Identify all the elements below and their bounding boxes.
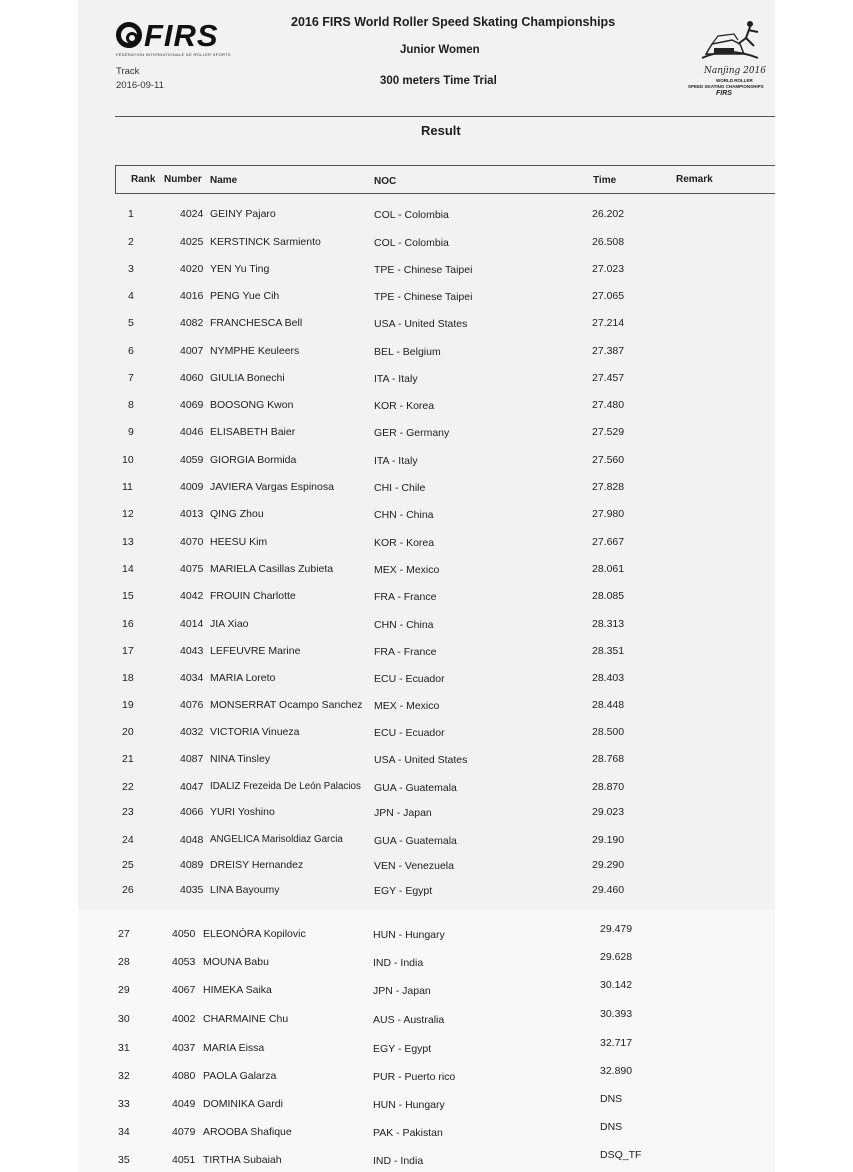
time-cell: 28.403 <box>592 672 625 684</box>
name-cell: NINA Tinsley <box>210 753 271 765</box>
noc-cell: ITA - Italy <box>374 455 418 467</box>
name-cell: NYMPHE Keuleers <box>210 345 300 357</box>
header-divider <box>115 116 775 117</box>
rank-cell: 25 <box>122 859 134 871</box>
number-cell: 4042 <box>180 590 204 602</box>
number-cell: 4020 <box>180 263 204 275</box>
noc-cell: EGY - Egypt <box>373 1043 432 1055</box>
noc-cell: USA - United States <box>374 754 468 766</box>
noc-cell: PAK - Pakistan <box>373 1127 443 1139</box>
rank-cell: 12 <box>122 508 134 520</box>
table-header-bottom-rule <box>115 193 775 194</box>
rank-cell: 13 <box>122 536 134 548</box>
time-cell: 28.500 <box>592 726 625 738</box>
category-title: Junior Women <box>400 44 480 56</box>
noc-cell: BEL - Belgium <box>374 346 441 358</box>
number-cell: 4013 <box>180 508 204 520</box>
rank-cell: 21 <box>122 753 134 765</box>
noc-cell: TPE - Chinese Taipei <box>374 264 473 276</box>
noc-cell: EGY - Egypt <box>374 885 433 897</box>
time-cell: 32.717 <box>600 1037 633 1049</box>
time-cell: 28.085 <box>592 590 625 602</box>
name-cell: YURI Yoshino <box>210 806 275 818</box>
rank-cell: 30 <box>118 1013 130 1025</box>
time-cell: 27.667 <box>592 536 625 548</box>
table-header-left-rule <box>115 165 116 194</box>
time-cell: 28.448 <box>592 699 625 711</box>
name-cell: LEFEUVRE Marine <box>210 645 301 657</box>
number-cell: 4047 <box>180 781 204 793</box>
number-cell: 4007 <box>180 345 204 357</box>
rank-cell: 10 <box>122 454 134 466</box>
rank-cell: 15 <box>122 590 134 602</box>
time-cell: 28.061 <box>592 563 625 575</box>
rank-cell: 32 <box>118 1070 130 1082</box>
time-cell: 26.508 <box>592 236 625 248</box>
rank-cell: 7 <box>128 372 134 384</box>
time-cell: 27.828 <box>592 481 625 493</box>
rank-cell: 1 <box>128 208 134 220</box>
name-cell: FROUIN Charlotte <box>210 590 296 602</box>
rank-cell: 24 <box>122 834 134 846</box>
noc-cell: VEN - Venezuela <box>374 860 454 872</box>
rank-cell: 4 <box>128 290 134 302</box>
rank-cell: 22 <box>122 781 134 793</box>
rank-cell: 26 <box>122 884 134 896</box>
noc-cell: ECU - Ecuador <box>374 727 445 739</box>
name-cell: DREISY Hernandez <box>210 859 304 871</box>
number-cell: 4069 <box>180 399 204 411</box>
time-cell: DSQ_TF <box>600 1149 642 1161</box>
number-cell: 4037 <box>172 1042 196 1054</box>
time-cell: 30.393 <box>600 1008 633 1020</box>
rank-cell: 29 <box>118 984 130 996</box>
name-cell: PENG Yue Cih <box>210 290 280 302</box>
time-cell: 28.351 <box>592 645 625 657</box>
name-cell: BOOSONG Kwon <box>210 399 294 411</box>
number-cell: 4051 <box>172 1154 196 1166</box>
column-header-name: Name <box>210 175 238 186</box>
number-cell: 4035 <box>180 884 204 896</box>
noc-cell: KOR - Korea <box>374 400 435 412</box>
firs-logo-subtitle: FÉDÉRATION INTERNATIONALE DE ROLLER SPORTS <box>116 52 231 57</box>
name-cell: MARIA Loreto <box>210 672 276 684</box>
rank-cell: 14 <box>122 563 134 575</box>
name-cell: PAOLA Galarza <box>203 1070 277 1082</box>
number-cell: 4016 <box>180 290 204 302</box>
time-cell: DNS <box>600 1093 623 1105</box>
time-cell: DNS <box>600 1121 623 1133</box>
firs-logo <box>116 18 266 58</box>
number-cell: 4048 <box>180 834 204 846</box>
number-cell: 4080 <box>172 1070 196 1082</box>
number-cell: 4009 <box>180 481 204 493</box>
name-cell: GIORGIA Bormida <box>210 454 297 466</box>
name-cell: VICTORIA Vinueza <box>210 726 300 738</box>
number-cell: 4075 <box>180 563 204 575</box>
noc-cell: HUN - Hungary <box>373 929 445 941</box>
name-cell: JIA Xiao <box>210 618 249 630</box>
name-cell: LINA Bayoumy <box>210 884 280 896</box>
time-cell: 29.290 <box>592 859 625 871</box>
noc-cell: MEX - Mexico <box>374 564 440 576</box>
rank-cell: 23 <box>122 806 134 818</box>
name-cell: MOUNA Babu <box>203 956 269 968</box>
name-cell: IDALIZ Frezeida De León Palacios <box>210 781 361 792</box>
noc-cell: JPN - Japan <box>374 807 432 819</box>
number-cell: 4043 <box>180 645 204 657</box>
time-cell: 32.890 <box>600 1065 633 1077</box>
time-cell: 27.387 <box>592 345 625 357</box>
time-cell: 28.313 <box>592 618 625 630</box>
number-cell: 4060 <box>180 372 204 384</box>
number-cell: 4014 <box>180 618 204 630</box>
rank-cell: 20 <box>122 726 134 738</box>
time-cell: 29.190 <box>592 834 625 846</box>
time-cell: 27.457 <box>592 372 625 384</box>
name-cell: QING Zhou <box>210 508 264 520</box>
rank-cell: 27 <box>118 928 130 940</box>
name-cell: KERSTINCK Sarmiento <box>210 236 321 248</box>
column-header-number: Number <box>164 174 202 185</box>
table-header-top-rule <box>115 165 775 166</box>
name-cell: YEN Yu Ting <box>210 263 270 275</box>
number-cell: 4087 <box>180 753 204 765</box>
rank-cell: 16 <box>122 618 134 630</box>
name-cell: GEINY Pajaro <box>210 208 276 220</box>
noc-cell: MEX - Mexico <box>374 700 440 712</box>
rank-cell: 34 <box>118 1126 130 1138</box>
number-cell: 4025 <box>180 236 204 248</box>
time-cell: 29.460 <box>592 884 625 896</box>
event-title: 300 meters Time Trial <box>380 75 497 87</box>
number-cell: 4070 <box>180 536 204 548</box>
noc-cell: GUA - Guatemala <box>374 782 457 794</box>
firs-ring-icon <box>116 22 142 48</box>
noc-cell: GUA - Guatemala <box>374 835 457 847</box>
number-cell: 4002 <box>172 1013 196 1025</box>
noc-cell: COL - Colombia <box>374 237 449 249</box>
noc-cell: FRA - France <box>374 591 437 603</box>
time-cell: 28.768 <box>592 753 625 765</box>
time-cell: 26.202 <box>592 208 625 220</box>
rank-cell: 19 <box>122 699 134 711</box>
event-logo-line1: WORLD ROLLER <box>716 78 753 83</box>
noc-cell: JPN - Japan <box>373 985 431 997</box>
time-cell: 29.023 <box>592 806 625 818</box>
nanjing-script: Nanjing 2016 <box>704 66 767 76</box>
number-cell: 4046 <box>180 426 204 438</box>
rank-cell: 9 <box>128 426 134 438</box>
event-logo-line3: FIRS <box>716 90 732 97</box>
firs-logo-word: FIRS <box>144 18 219 53</box>
time-cell: 29.479 <box>600 923 633 935</box>
number-cell: 4049 <box>172 1098 196 1110</box>
number-cell: 4067 <box>172 984 196 996</box>
noc-cell: KOR - Korea <box>374 537 435 549</box>
time-cell: 27.023 <box>592 263 625 275</box>
rank-cell: 5 <box>128 317 134 329</box>
noc-cell: TPE - Chinese Taipei <box>374 291 473 303</box>
column-header-time: Time <box>593 175 617 186</box>
noc-cell: ECU - Ecuador <box>374 673 445 685</box>
noc-cell: PUR - Puerto rico <box>373 1071 456 1083</box>
column-header-rank: Rank <box>131 174 156 185</box>
number-cell: 4089 <box>180 859 204 871</box>
number-cell: 4066 <box>180 806 204 818</box>
rank-cell: 33 <box>118 1098 130 1110</box>
name-cell: GIULIA Bonechi <box>210 372 285 384</box>
name-cell: HIMEKA Saika <box>203 984 272 996</box>
name-cell: DOMINIKA Gardi <box>203 1098 283 1110</box>
noc-cell: AUS - Australia <box>373 1014 445 1026</box>
number-cell: 4082 <box>180 317 204 329</box>
time-cell: 28.870 <box>592 781 625 793</box>
number-cell: 4053 <box>172 956 196 968</box>
name-cell: MONSERRAT Ocampo Sanchez <box>210 699 363 711</box>
noc-cell: HUN - Hungary <box>373 1099 445 1111</box>
number-cell: 4076 <box>180 699 204 711</box>
name-cell: JAVIERA Vargas Espinosa <box>210 481 334 493</box>
noc-cell: ITA - Italy <box>374 373 418 385</box>
number-cell: 4034 <box>180 672 204 684</box>
name-cell: CHARMAINE Chu <box>203 1013 289 1025</box>
noc-cell: CHI - Chile <box>374 482 426 494</box>
name-cell: ELISABETH Baier <box>210 426 296 438</box>
name-cell: TIRTHA Subaiah <box>203 1154 282 1166</box>
event-logo-line2: SPEED SKATING CHAMPIONSHIPS <box>688 84 764 89</box>
noc-cell: CHN - China <box>374 509 434 521</box>
name-cell: MARIA Eissa <box>203 1042 265 1054</box>
time-cell: 27.529 <box>592 426 625 438</box>
number-cell: 4024 <box>180 208 204 220</box>
venue-type: Track <box>116 66 140 77</box>
time-cell: 27.480 <box>592 399 625 411</box>
time-cell: 30.142 <box>600 979 633 991</box>
name-cell: HEESU Kim <box>210 536 268 548</box>
name-cell: MARIELA Casillas Zubieta <box>210 563 334 575</box>
column-header-noc: NOC <box>374 176 397 187</box>
noc-cell: CHN - China <box>374 619 434 631</box>
rank-cell: 2 <box>128 236 134 248</box>
nanjing-2016-logo <box>688 18 780 98</box>
rank-cell: 3 <box>128 263 134 275</box>
noc-cell: GER - Germany <box>374 427 450 439</box>
time-cell: 27.214 <box>592 317 625 329</box>
noc-cell: IND - India <box>373 957 424 969</box>
time-cell: 27.980 <box>592 508 625 520</box>
rank-cell: 18 <box>122 672 134 684</box>
skater-pagoda-icon <box>688 18 780 68</box>
rank-cell: 8 <box>128 399 134 411</box>
rank-cell: 11 <box>122 481 133 493</box>
number-cell: 4059 <box>180 454 204 466</box>
rank-cell: 6 <box>128 345 134 357</box>
noc-cell: IND - India <box>373 1155 424 1167</box>
number-cell: 4050 <box>172 928 196 940</box>
time-cell: 27.560 <box>592 454 625 466</box>
rank-cell: 35 <box>118 1154 130 1166</box>
number-cell: 4079 <box>172 1126 196 1138</box>
noc-cell: USA - United States <box>374 318 468 330</box>
time-cell: 27.065 <box>592 290 625 302</box>
name-cell: AROOBA Shafique <box>203 1126 292 1138</box>
rank-cell: 17 <box>122 645 134 657</box>
noc-cell: COL - Colombia <box>374 209 449 221</box>
name-cell: FRANCHESCA Bell <box>210 317 303 329</box>
rank-cell: 31 <box>118 1042 130 1054</box>
time-cell: 29.628 <box>600 951 633 963</box>
name-cell: ANGELICA Marisoldiaz Garcia <box>210 834 343 845</box>
event-date: 2016-09-11 <box>116 80 164 91</box>
rank-cell: 28 <box>118 956 130 968</box>
number-cell: 4032 <box>180 726 204 738</box>
championship-title: 2016 FIRS World Roller Speed Skating Championships <box>291 15 616 29</box>
noc-cell: FRA - France <box>374 646 437 658</box>
column-header-remark: Remark <box>676 174 713 185</box>
result-title: Result <box>421 123 461 138</box>
name-cell: ELEONÓRA Kopilovic <box>203 928 306 940</box>
